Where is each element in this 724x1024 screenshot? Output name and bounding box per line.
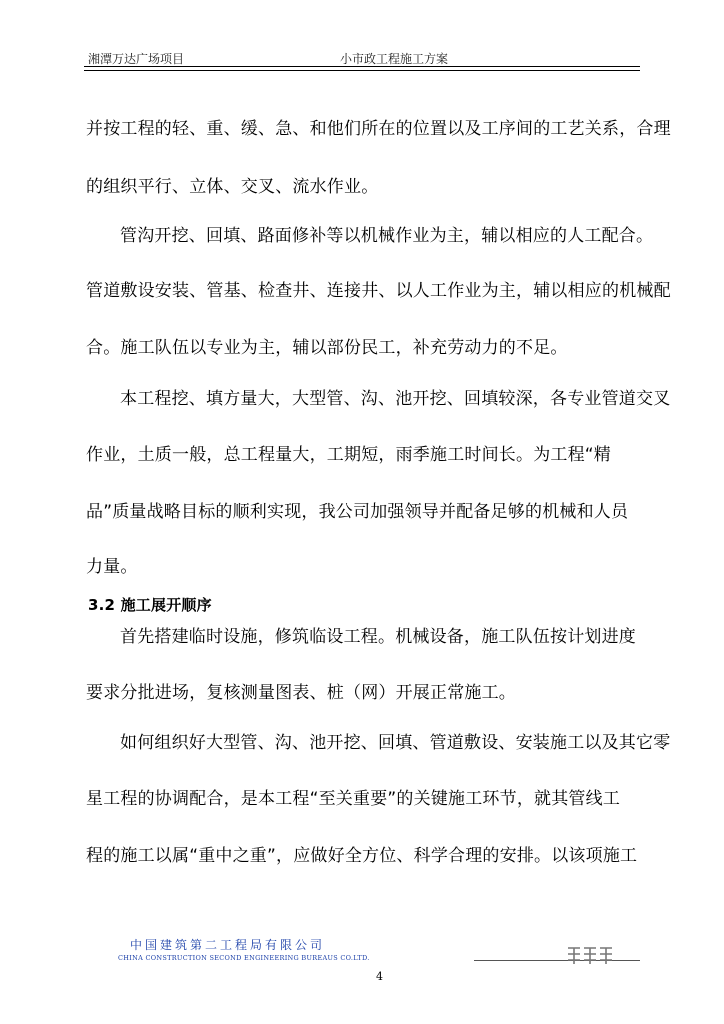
- footer-company-en: CHINA CONSTRUCTION SECOND ENGINEERING BUREAUS CO.LTD.: [118, 954, 370, 962]
- section-heading-3-2: 3.2 施工展开顺序: [88, 596, 212, 614]
- paragraph-line-1: 并按工程的轻、重、缓、急、和他们所在的位置以及工序间的工艺关系，合理: [86, 119, 671, 139]
- paragraph-line-5: 合。施工队伍以专业为主，辅以部份民工，补充劳动力的不足。: [86, 338, 568, 358]
- paragraph-line-2: 的组织平行、立体、交叉、流水作业。: [86, 177, 379, 197]
- header-rule-thin: [84, 70, 640, 71]
- paragraph-line-10: 首先搭建临时设施，修筑临设工程。机械设备，施工队伍按计划进度: [120, 627, 636, 647]
- company-logo-icon: [566, 944, 616, 966]
- footer-company-cn: 中国建筑第二工程局有限公司: [130, 938, 326, 952]
- page-number: 4: [376, 970, 383, 983]
- paragraph-line-11: 要求分批进场，复核测量图表、桩（网）开展正常施工。: [86, 683, 516, 703]
- paragraph-line-12: 如何组织好大型管、沟、池开挖、回填、管道敷设、安装施工以及其它零: [120, 733, 671, 753]
- paragraph-line-6: 本工程挖、填方量大，大型管、沟、池开挖、回填较深，各专业管道交叉: [120, 389, 671, 409]
- header-project-name: 湘潭万达广场项目: [88, 52, 185, 66]
- paragraph-line-3: 管沟开挖、回填、路面修补等以机械作业为主，辅以相应的人工配合。: [120, 226, 654, 246]
- paragraph-line-13: 星工程的协调配合，是本工程“至关重要”的关键施工环节，就其管线工: [86, 789, 621, 809]
- paragraph-line-14: 程的施工以属“重中之重”，应做好全方位、科学合理的安排。以该项施工: [86, 846, 638, 866]
- paragraph-line-4: 管道敷设安装、管基、检查井、连接井、以人工作业为主，辅以相应的机械配: [86, 281, 671, 301]
- header-document-title: 小市政工程施工方案: [340, 52, 449, 66]
- paragraph-line-7: 作业，土质一般，总工程量大，工期短，雨季施工时间长。为工程“精: [86, 445, 612, 465]
- paragraph-line-9: 力量。: [86, 557, 138, 577]
- header-rule-thick: [84, 66, 640, 67]
- paragraph-line-8: 品”质量战略目标的顺利实现，我公司加强领导并配备足够的机械和人员: [86, 502, 629, 522]
- page-header: [84, 48, 640, 68]
